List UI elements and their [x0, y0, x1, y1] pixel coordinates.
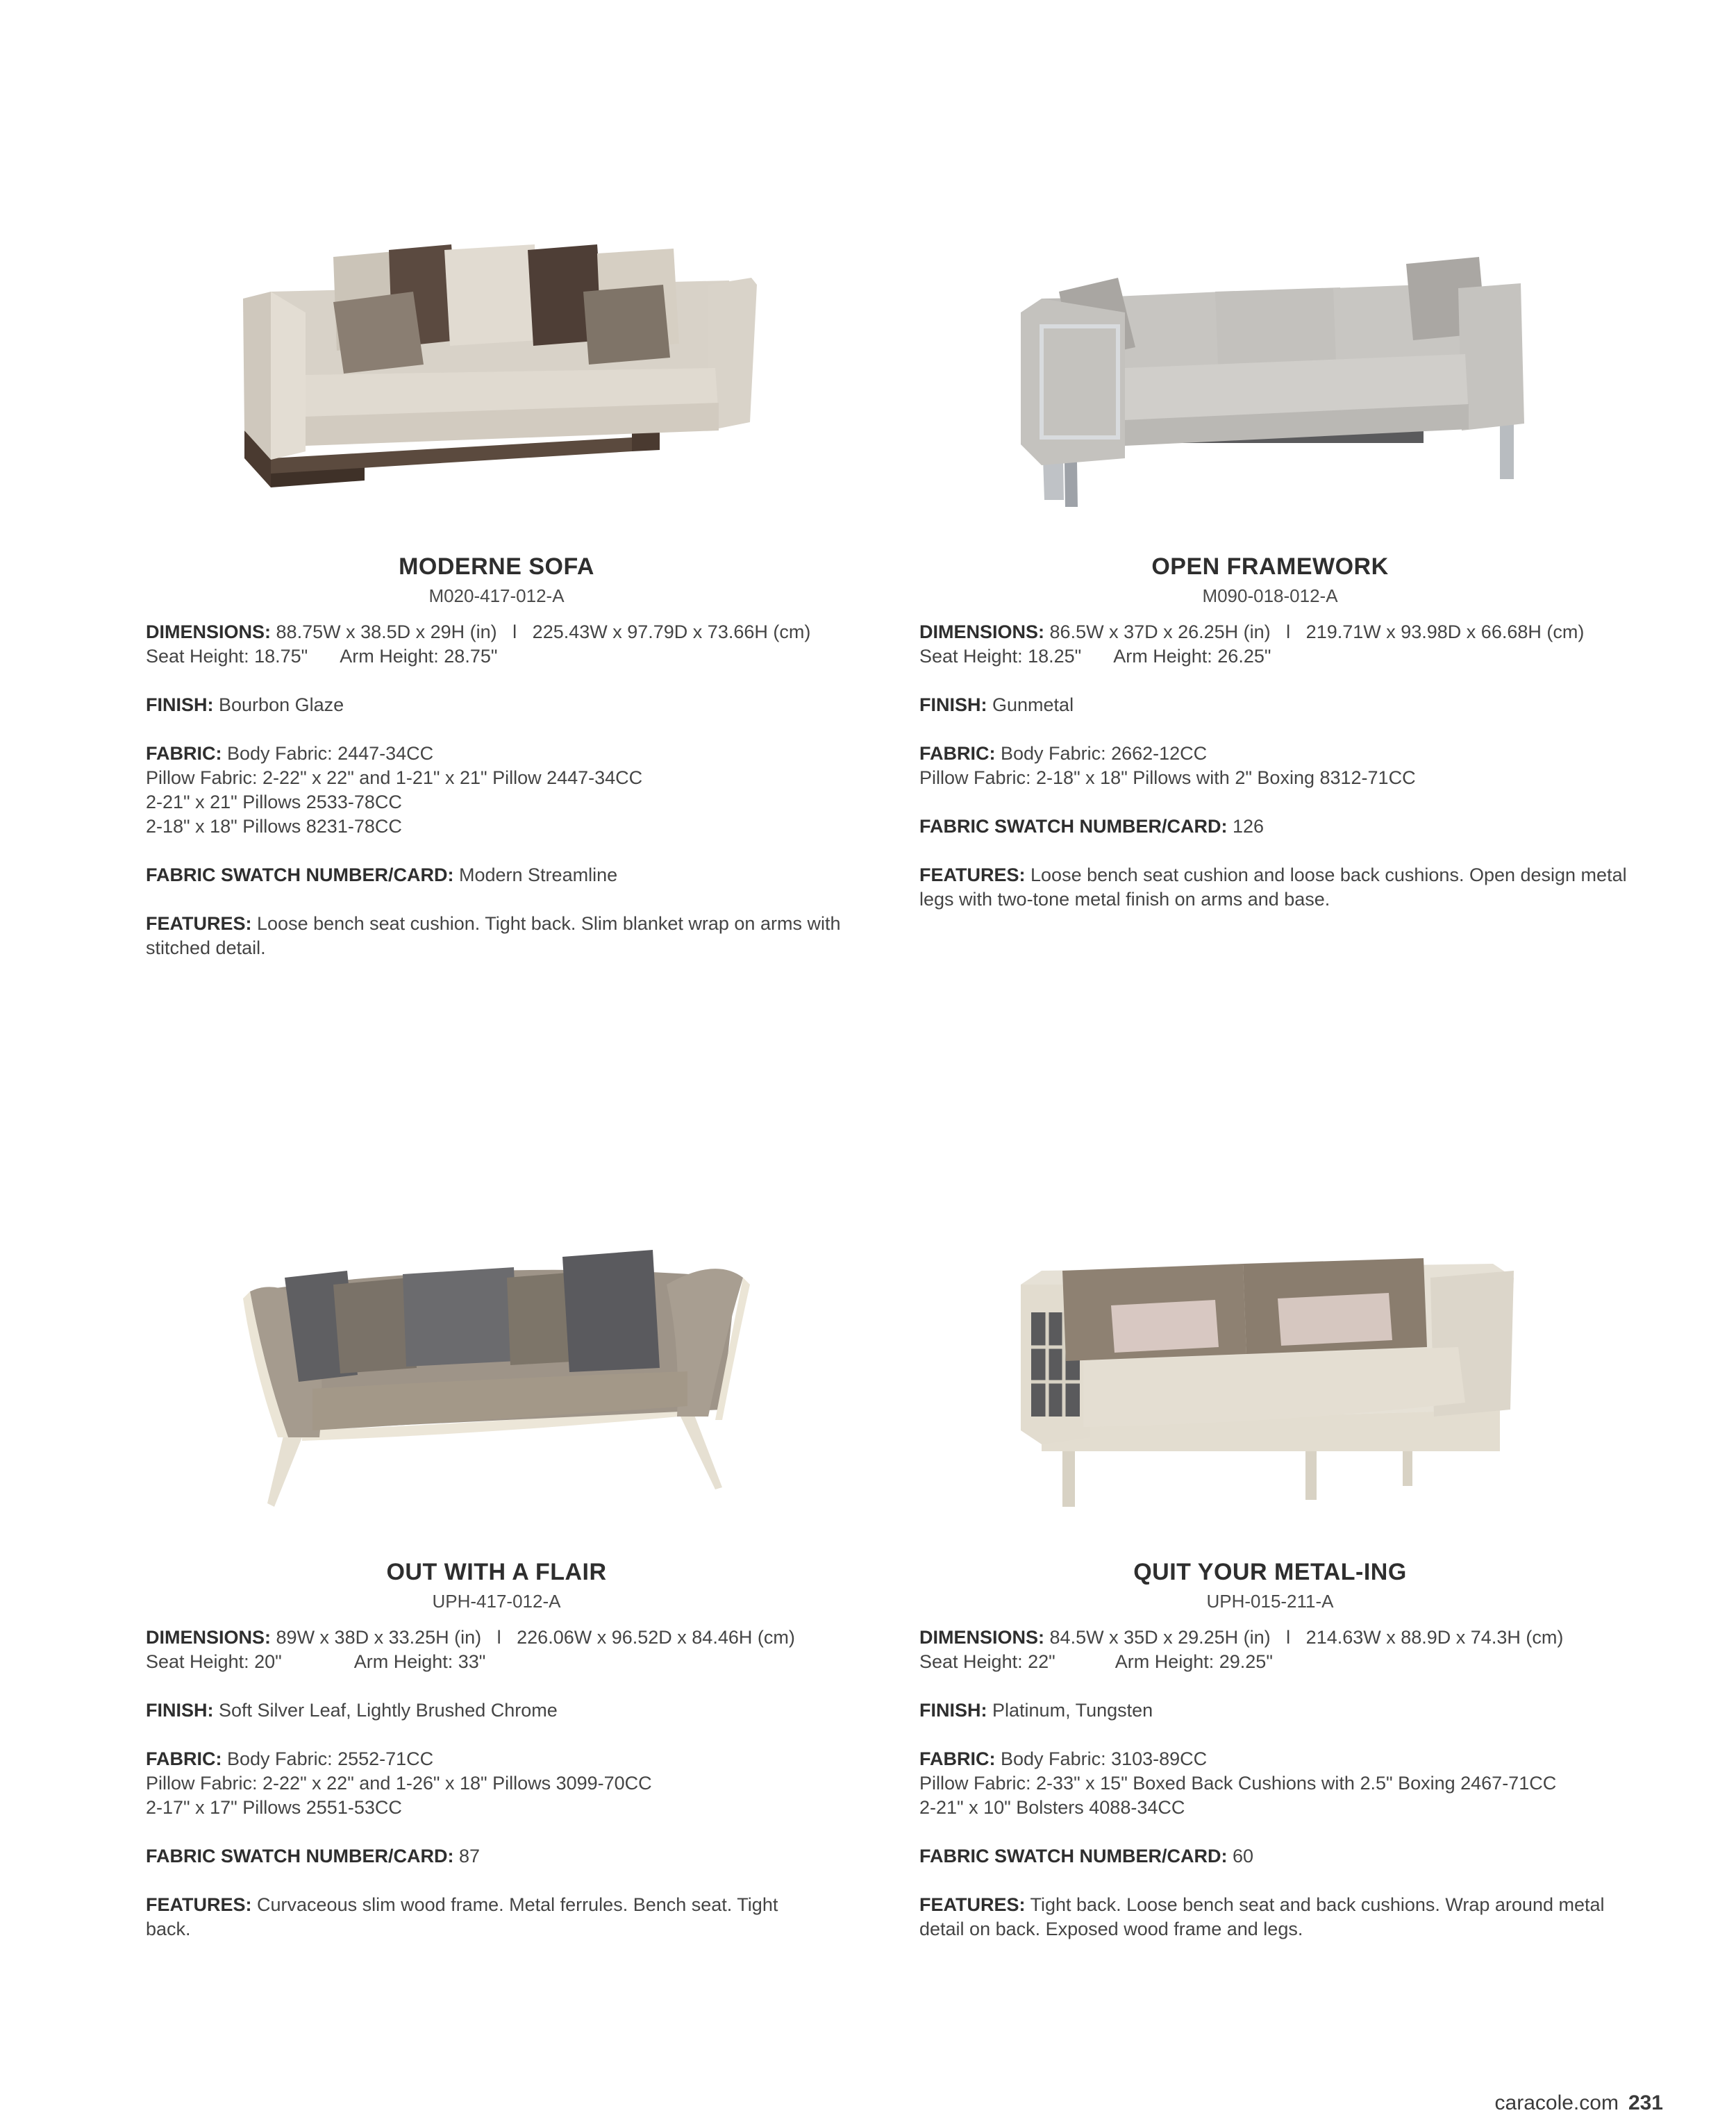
- product-sku: UPH-417-012-A: [432, 1591, 561, 1612]
- fabric-line: Body Fabric: 2447-34CC: [227, 743, 434, 764]
- fabric-line: Pillow Fabric: 2-22" x 22" and 1-21" x 21" Pillow 2447-34CC: [146, 767, 643, 788]
- dimensions-value: 86.5W x 37D x 26.25H (in) l 219.71W x 93.98D x 66.68H (cm): [1049, 621, 1585, 642]
- arm-height: Arm Height: 28.75": [340, 646, 498, 667]
- site-link[interactable]: caracole.com: [1494, 2091, 1619, 2114]
- arm-height: Arm Height: 29.25": [1115, 1651, 1273, 1672]
- swatch-value: Modern Streamline: [459, 864, 618, 885]
- quit-your-metal-ing-photo: [1014, 1243, 1528, 1514]
- moderne-sofa-photo: [229, 229, 771, 507]
- fabric-line: Pillow Fabric: 2-22" x 22" and 1-26" x 18" Pillows 3099-70CC: [146, 1773, 652, 1794]
- swatch-value: 126: [1233, 816, 1265, 837]
- swatch-value: 60: [1233, 1846, 1254, 1866]
- fabric-line: Pillow Fabric: 2-18" x 18" Pillows with 2" Boxing 8312-71CC: [919, 767, 1416, 788]
- finish-label: FINISH:: [919, 1700, 987, 1721]
- fabric-line: 2-17" x 17" Pillows 2551-53CC: [146, 1797, 402, 1818]
- dimensions-label: DIMENSIONS:: [919, 621, 1045, 642]
- seat-height: Seat Height: 18.75": [146, 646, 308, 667]
- dimensions-label: DIMENSIONS:: [146, 621, 272, 642]
- product-sku: UPH-015-211-A: [1206, 1591, 1334, 1612]
- seat-height: Seat Height: 22": [919, 1651, 1055, 1672]
- finish-value: Platinum, Tungsten: [992, 1700, 1153, 1721]
- features-label: FEATURES:: [919, 864, 1026, 885]
- open-framework-photo: [1014, 250, 1542, 514]
- features-label: FEATURES:: [919, 1894, 1026, 1915]
- swatch-label: FABRIC SWATCH NUMBER/CARD:: [146, 1846, 454, 1866]
- out-with-a-flair-photo: [236, 1229, 750, 1507]
- finish-value: Soft Silver Leaf, Lightly Brushed Chrome: [219, 1700, 558, 1721]
- finish-label: FINISH:: [146, 694, 214, 715]
- dimensions-label: DIMENSIONS:: [919, 1627, 1045, 1648]
- product-specs: [919, 620, 1642, 936]
- product-title: MODERNE SOFA: [399, 553, 594, 580]
- swatch-label: FABRIC SWATCH NUMBER/CARD:: [919, 1846, 1228, 1866]
- fabric-line: 2-21" x 21" Pillows 2533-78CC: [146, 792, 402, 812]
- fabric-line: 2-18" x 18" Pillows 8231-78CC: [146, 816, 402, 837]
- swatch-value: 87: [459, 1846, 481, 1866]
- fabric-line: Body Fabric: 2552-71CC: [227, 1748, 434, 1769]
- seat-height: Seat Height: 20": [146, 1651, 282, 1672]
- product-title: OUT WITH A FLAIR: [386, 1559, 607, 1585]
- finish-label: FINISH:: [919, 694, 987, 715]
- product-title: OPEN FRAMEWORK: [1151, 553, 1389, 580]
- product-specs: [146, 1626, 868, 1966]
- fabric-label: FABRIC:: [919, 743, 996, 764]
- features-label: FEATURES:: [146, 1894, 252, 1915]
- dimensions-value: 84.5W x 35D x 29.25H (in) l 214.63W x 88.9D x 74.3H (cm): [1049, 1627, 1564, 1648]
- features-label: FEATURES:: [146, 913, 252, 934]
- features-value: Curvaceous slim wood frame. Metal ferrules. Bench seat. Tight back.: [146, 1894, 778, 1939]
- product-specs: [146, 620, 868, 985]
- finish-label: FINISH:: [146, 1700, 214, 1721]
- fabric-label: FABRIC:: [146, 743, 222, 764]
- page-footer: [1495, 2091, 1663, 2115]
- dimensions-value: 89W x 38D x 33.25H (in) l 226.06W x 96.52D x 84.46H (cm): [276, 1627, 795, 1648]
- features-value: Loose bench seat cushion. Tight back. Slim blanket wrap on arms with stitched detail.: [146, 913, 841, 958]
- fabric-line: Body Fabric: 3103-89CC: [1001, 1748, 1208, 1769]
- product-sku: M020-417-012-A: [428, 585, 565, 606]
- dimensions-value: 88.75W x 38.5D x 29H (in) l 225.43W x 97.79D x 73.66H (cm): [276, 621, 811, 642]
- finish-value: Bourbon Glaze: [219, 694, 344, 715]
- product-sku: M090-018-012-A: [1202, 585, 1338, 606]
- fabric-line: Pillow Fabric: 2-33" x 15" Boxed Back Cushions with 2.5" Boxing 2467-71CC: [919, 1773, 1557, 1794]
- product-title: QUIT YOUR METAL-ING: [1133, 1559, 1407, 1585]
- arm-height: Arm Height: 26.25": [1113, 646, 1271, 667]
- seat-height: Seat Height: 18.25": [919, 646, 1082, 667]
- page-number: 231: [1628, 2091, 1663, 2114]
- fabric-label: FABRIC:: [919, 1748, 996, 1769]
- features-value: Loose bench seat cushion and loose back cushions. Open design metal legs with two-tone metal finish on arms and base.: [919, 864, 1627, 910]
- product-specs: [919, 1626, 1642, 1966]
- arm-height: Arm Height: 33": [353, 1651, 486, 1672]
- fabric-label: FABRIC:: [146, 1748, 222, 1769]
- finish-value: Gunmetal: [992, 694, 1074, 715]
- swatch-label: FABRIC SWATCH NUMBER/CARD:: [919, 816, 1228, 837]
- fabric-line: Body Fabric: 2662-12CC: [1001, 743, 1208, 764]
- dimensions-label: DIMENSIONS:: [146, 1627, 272, 1648]
- fabric-line: 2-21" x 10" Bolsters 4088-34CC: [919, 1797, 1185, 1818]
- swatch-label: FABRIC SWATCH NUMBER/CARD:: [146, 864, 454, 885]
- features-value: Tight back. Loose bench seat and back cushions. Wrap around metal detail on back. Exposed wood frame and legs.: [919, 1894, 1605, 1939]
